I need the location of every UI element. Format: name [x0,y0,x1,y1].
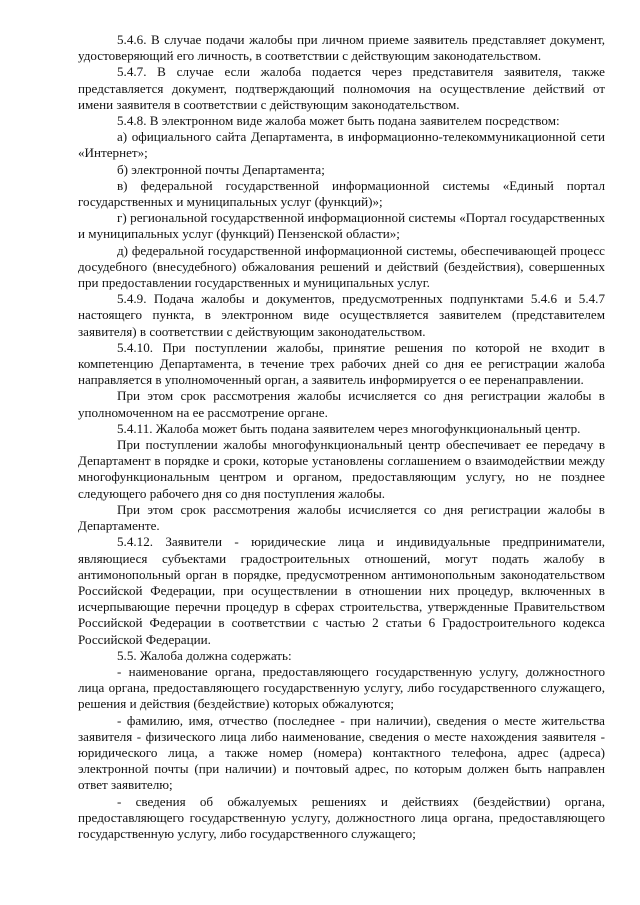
list-item-d: д) федеральной государственной информационной системы, обеспечивающей процесс досудебного (внесудебного) обжалования решений и действий (бездействия), совершенных при предоставлении государственных и муниципальных услуг. [78,242,605,291]
list-item-dash-2: - фамилию, имя, отчество (последнее - при наличии), сведения о месте жительства заявителя - физического лица либо наименование, сведения о месте нахождения заявителя - юридического лица, а также номер (номера) контактного телефона, адрес (адреса) электронной почты (при наличии) и почтовый адрес, по которым должен быть направлен ответ заявителю; [78,712,605,793]
list-item-dash-3: - сведения об обжалуемых решениях и действиях (бездействии) органа, предоставляющего государственную услугу, должностного лица органа, предоставляющего государственную услугу, либо государственного служащего; [78,793,605,841]
paragraph-5-4-6: 5.4.6. В случае подачи жалобы при личном приеме заявитель представляет документ, удостоверяющий его личность, в соответствии с действующим законодательством. [78,32,605,64]
paragraph-5-4-12: 5.4.12. Заявители - юридические лица и индивидуальные предприниматели, являющиеся субъектами градостроительных отношений, могут подать жалобу в антимонопольный орган в порядке, предусмотренном антимонопольным законодательством Российской Федерации, при осуществлении в отношении них процедур, включенных в исчерпывающие перечни процедур в сферах строительства, утвержденные Правительством Российской Федерации в соответствии с частью 2 статьи 6 Градостроительного кодекса Российской Федерации. [78,534,605,647]
list-item-a: а) официального сайта Департамента, в информационно-телекоммуникационной сети «Интернет»; [78,129,605,161]
paragraph-5-5: 5.5. Жалоба должна содержать: [117,647,292,663]
list-item-g: г) региональной государственной информационной системы «Портал государственных и муниципальных услуг (функций) Пензенской области»; [78,210,605,242]
paragraph-5-4-8: 5.4.8. В электронном виде жалоба может быть подана заявителем посредством: [117,113,560,129]
list-item-b: б) электронной почты Департамента; [117,161,325,177]
paragraph-5-4-7: 5.4.7. В случае если жалоба подается через представителя заявителя, также представляется документ, подтверждающий полномочия на осуществление действий от имени заявителя в соответствии с действующим законодательством. [78,64,605,112]
paragraph-5-4-10: 5.4.10. При поступлении жалобы, принятие решения по которой не входит в компетенцию Департамента, в течение трех рабочих дней со дня ее регистрации жалоба направляется в уполномоченный орган, а заявитель информируется о ее перенаправлении. [78,339,605,388]
paragraph-5-4-9: 5.4.9. Подача жалобы и документов, предусмотренных подпунктами 5.4.6 и 5.4.7 настоящего пункта, в электронном виде осуществляется заявителем (представителем заявителя) в соответствии с действующим законодательством. [78,291,605,339]
list-item-dash-1: - наименование органа, предоставляющего государственную услугу, должностного лица органа, предоставляющего государственную услугу, либо государственного служащего, решения и действия (бездействие) которых обжалуются; [78,663,605,712]
paragraph-5-4-10-term: При этом срок рассмотрения жалобы исчисляется со дня регистрации жалобы в уполномоченном на ее рассмотрение органе. [78,388,605,420]
list-item-v: в) федеральной государственной информационной системы «Единый портал государственных и муниципальных услуг (функций)»; [78,177,605,210]
paragraph-5-4-11-transfer: При поступлении жалобы многофункциональный центр обеспечивает ее передачу в Департамент в порядке и сроки, которые установлены соглашением о взаимодействии между многофункциональным центром и органом, предоставляющим услугу, но не позднее следующего рабочего дня со дня поступления жалобы. [78,437,605,501]
paragraph-5-4-11-term: При этом срок рассмотрения жалобы исчисляется со дня регистрации жалобы в Департаменте. [78,501,605,534]
paragraph-5-4-11: 5.4.11. Жалоба может быть подана заявителем через многофункциональный центр. [117,420,581,436]
